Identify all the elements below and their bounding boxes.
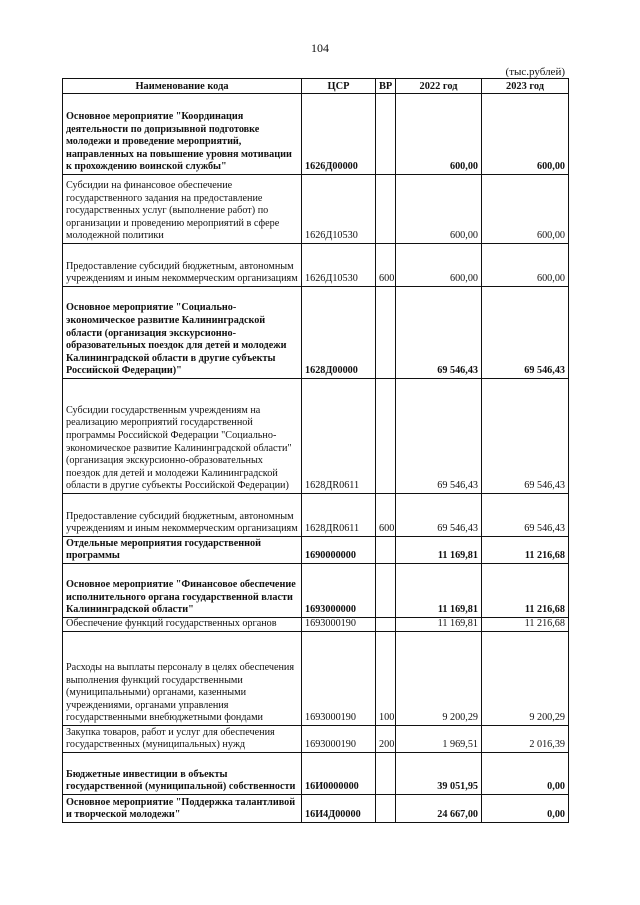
table-row — [63, 175, 569, 244]
row-vr-cell — [376, 753, 396, 795]
row-vr-cell — [376, 175, 396, 244]
row-2023-cell: 0,00 — [482, 795, 569, 823]
table-row — [63, 244, 569, 287]
row-2023-cell: 600,00 — [482, 175, 569, 244]
header-name: Наименование кода — [63, 79, 302, 94]
row-vr-cell — [376, 564, 396, 618]
row-vr-cell — [376, 537, 396, 564]
row-name-cell: Бюджетные инвестиции в объекты государственной (муниципальной) собственности — [63, 753, 302, 795]
row-2023-cell: 69 546,43 — [482, 379, 569, 494]
row-2023-cell: 11 216,68 — [482, 618, 569, 632]
row-csr-cell: 1628ДR0611 — [302, 379, 376, 494]
row-csr-cell: 16И0000000 — [302, 753, 376, 795]
row-csr-cell: 1626Д10530 — [302, 175, 376, 244]
table-row — [63, 795, 569, 823]
row-name-cell: Расходы на выплаты персоналу в целях обеспечения выполнения функций государственными (муниципальными) органами, казенными учреждениями, органами управления государственными внебюджетными фондами — [63, 632, 302, 726]
table-row — [63, 494, 569, 537]
header-csr: ЦСР — [302, 79, 376, 94]
row-csr-cell: 1628Д00000 — [302, 287, 376, 379]
row-2023-cell: 600,00 — [482, 244, 569, 287]
row-name-cell: Обеспечение функций государственных органов — [63, 618, 302, 632]
row-csr-cell: 16И4Д00000 — [302, 795, 376, 823]
table-body — [63, 94, 569, 823]
row-2023-cell: 69 546,43 — [482, 287, 569, 379]
table-row — [63, 618, 569, 632]
row-name-cell: Основное мероприятие "Поддержка талантливой и творческой молодежи" — [63, 795, 302, 823]
row-2022-cell: 39 051,95 — [396, 753, 482, 795]
table-row — [63, 632, 569, 726]
row-vr-cell: 200 — [376, 726, 396, 753]
row-2022-cell: 11 169,81 — [396, 564, 482, 618]
header-2023: 2023 год — [482, 79, 569, 94]
row-vr-cell: 600 — [376, 494, 396, 537]
row-csr-cell: 1690000000 — [302, 537, 376, 564]
row-vr-cell — [376, 379, 396, 494]
table-row — [63, 564, 569, 618]
row-csr-cell: 1628ДR0611 — [302, 494, 376, 537]
row-csr-cell: 1693000190 — [302, 632, 376, 726]
row-vr-cell — [376, 795, 396, 823]
header-2022: 2022 год — [396, 79, 482, 94]
header-vr: ВР — [376, 79, 396, 94]
row-2022-cell: 600,00 — [396, 175, 482, 244]
row-2022-cell: 11 169,81 — [396, 618, 482, 632]
row-name-cell: Основное мероприятие "Координация деятельности по допризывной подготовке молодежи и проведение мероприятий, направленных на повышение уровня мотивации к прохождению воинской службы" — [63, 94, 302, 175]
row-2023-cell: 2 016,39 — [482, 726, 569, 753]
row-name-cell: Субсидии государственным учреждениям на реализацию мероприятий государственной программы Российской Федерации "Социально-экономическое развитие Калининградской области" (организация экскурсионно-образовательных поездок для детей и молодежи Калининградской области в другие субъекты Российской Федерации) — [63, 379, 302, 494]
row-2023-cell: 69 546,43 — [482, 494, 569, 537]
row-2023-cell: 600,00 — [482, 94, 569, 175]
row-csr-cell: 1693000190 — [302, 618, 376, 632]
row-2023-cell: 11 216,68 — [482, 537, 569, 564]
row-2022-cell: 600,00 — [396, 244, 482, 287]
row-csr-cell: 1626Д10530 — [302, 244, 376, 287]
row-vr-cell — [376, 287, 396, 379]
row-name-cell: Предоставление субсидий бюджетным, автономным учреждениям и иным некоммерческим организациям — [63, 244, 302, 287]
row-vr-cell: 100 — [376, 632, 396, 726]
table-header-row — [63, 79, 569, 94]
row-2023-cell: 9 200,29 — [482, 632, 569, 726]
row-vr-cell: 600 — [376, 244, 396, 287]
row-csr-cell: 1693000190 — [302, 726, 376, 753]
table-row — [63, 287, 569, 379]
row-name-cell: Закупка товаров, работ и услуг для обеспечения государственных (муниципальных) нужд — [63, 726, 302, 753]
row-name-cell: Субсидии на финансовое обеспечение государственного задания на предоставление государственных услуг (выполнение работ) по организации и проведению мероприятий в сфере молодежной политики — [63, 175, 302, 244]
row-2023-cell: 11 216,68 — [482, 564, 569, 618]
row-2022-cell: 69 546,43 — [396, 494, 482, 537]
table-row — [63, 726, 569, 753]
units-label: (тыс.рублей) — [505, 66, 565, 78]
table-row — [63, 537, 569, 564]
row-name-cell: Основное мероприятие "Финансовое обеспечение исполнительного органа государственной власти Калининградской области" — [63, 564, 302, 618]
row-2022-cell: 24 667,00 — [396, 795, 482, 823]
row-2022-cell: 1 969,51 — [396, 726, 482, 753]
row-csr-cell: 1626Д00000 — [302, 94, 376, 175]
row-2023-cell: 0,00 — [482, 753, 569, 795]
table-row — [63, 379, 569, 494]
row-csr-cell: 1693000000 — [302, 564, 376, 618]
table-row — [63, 94, 569, 175]
row-name-cell: Предоставление субсидий бюджетным, автономным учреждениям и иным некоммерческим организациям — [63, 494, 302, 537]
row-2022-cell: 600,00 — [396, 94, 482, 175]
row-vr-cell — [376, 618, 396, 632]
row-2022-cell: 69 546,43 — [396, 379, 482, 494]
page-number: 104 — [311, 41, 329, 55]
row-name-cell: Основное мероприятие "Социально-экономическое развитие Калининградской области (организация экскурсионно-образовательных поездок для детей и молодежи Калининградской области в другие субъекты Российской Федерации)" — [63, 287, 302, 379]
row-2022-cell: 9 200,29 — [396, 632, 482, 726]
table-row — [63, 753, 569, 795]
row-name-cell: Отдельные мероприятия государственной программы — [63, 537, 302, 564]
row-vr-cell — [376, 94, 396, 175]
budget-table — [62, 78, 569, 823]
row-2022-cell: 69 546,43 — [396, 287, 482, 379]
row-2022-cell: 11 169,81 — [396, 537, 482, 564]
